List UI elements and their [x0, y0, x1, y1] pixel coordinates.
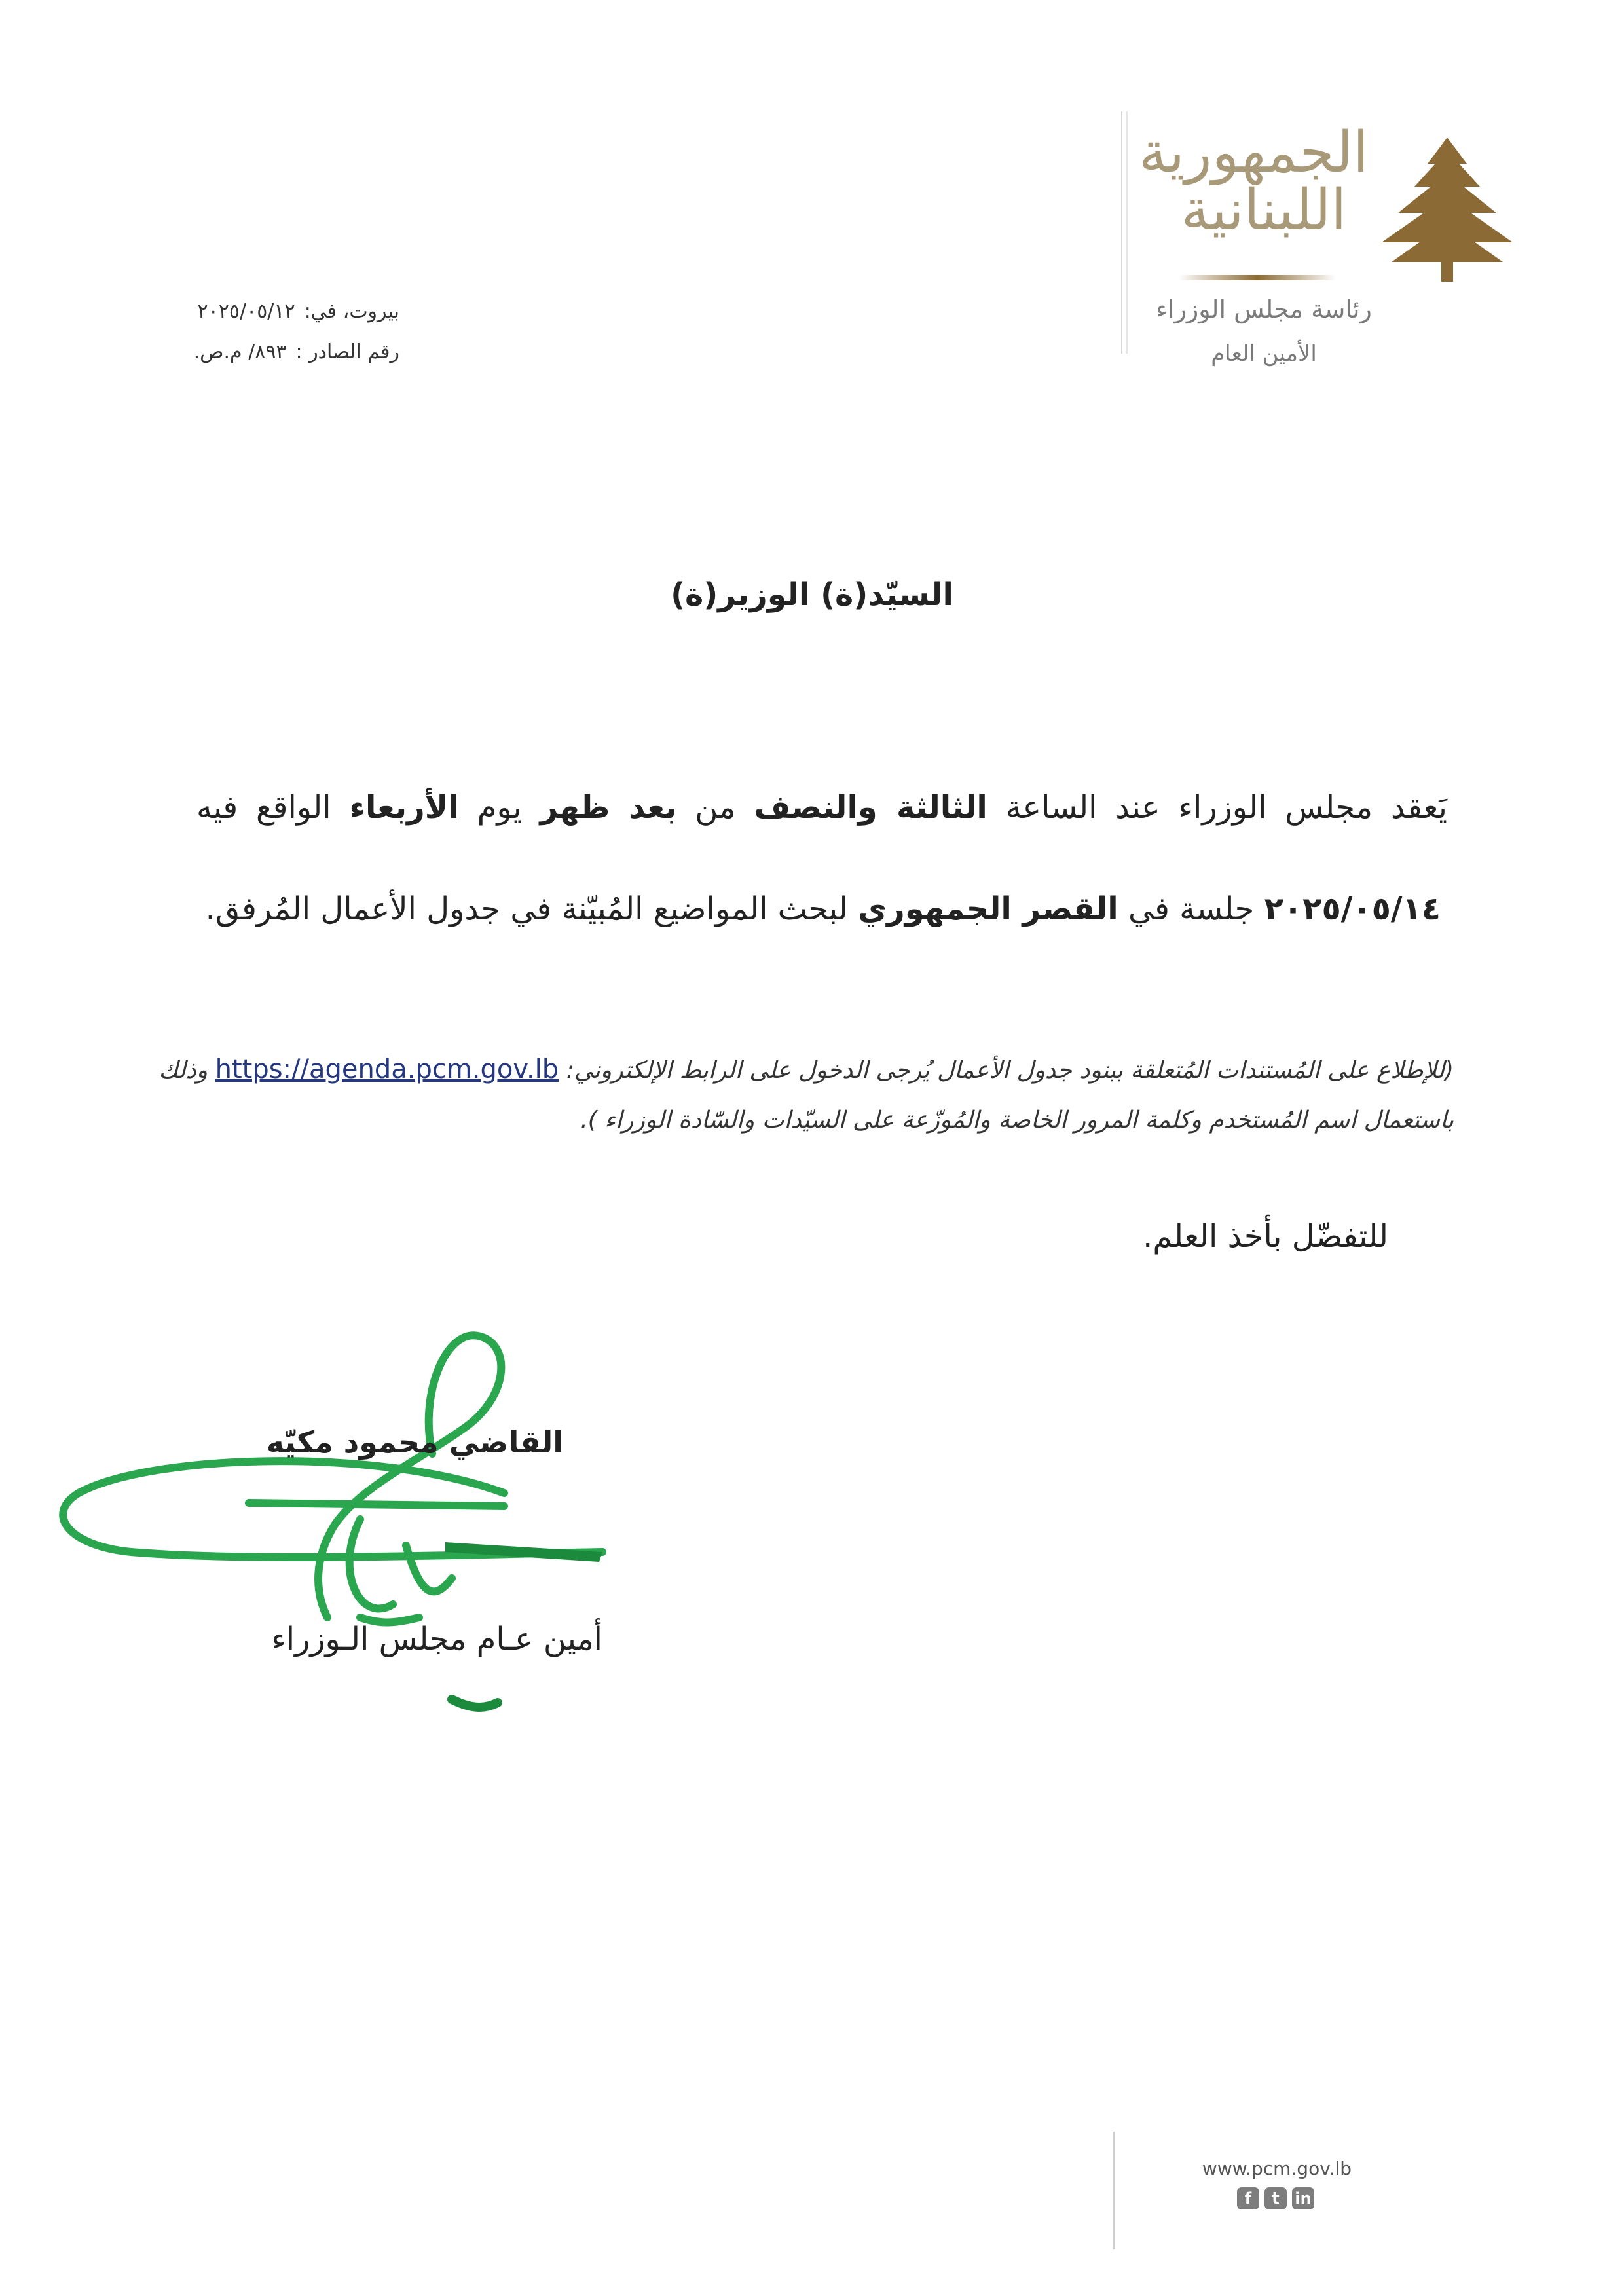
signatory-title: أمين عـام مجلس الـوزراء: [271, 1621, 602, 1657]
twitter-icon[interactable]: t: [1264, 2187, 1287, 2209]
emblem-line-2: اللبنانية: [1181, 177, 1347, 243]
body-text: يَعقد مجلس الوزراء عند الساعة: [1005, 789, 1447, 826]
signatory-name: القاضي محمود مكيّه: [266, 1424, 563, 1460]
body-bold-day: الأربعاء: [349, 789, 459, 826]
meeting-date: ٢٠٢٥/٠٥/١٤: [1264, 891, 1441, 927]
body-text: من: [695, 789, 736, 826]
date-line: [151, 300, 399, 323]
body-bold-afternoon: بعد ظهر: [540, 789, 677, 826]
reference-value: ٨٩٣/ م.ص.: [193, 341, 287, 363]
salutation: السيّد(ة) الوزير(ة): [671, 576, 953, 613]
note-text: وذلك: [158, 1057, 208, 1084]
republic-emblem-text: [1139, 120, 1369, 243]
office-subtitle: الأمين العام: [1211, 341, 1317, 367]
agenda-link[interactable]: https://agenda.pcm.gov.lb: [215, 1054, 559, 1084]
body-text: يوم: [477, 789, 522, 826]
reference-label: رقم الصادر :: [295, 341, 399, 363]
note-text: باستعمال اسم المُستخدم وكلمة المرور الخاصة والمُوزّعة على السيّدات والسّادة الوزراء ).: [580, 1107, 1454, 1134]
date-value: ٢٠٢٥/٠٥/١٢: [197, 300, 295, 323]
letterhead-divider: [1121, 111, 1128, 354]
note-line-2: [196, 1107, 1454, 1134]
body-bold-location: القصر الجمهوري: [858, 891, 1118, 927]
emblem-line-1: الجمهورية: [1139, 120, 1369, 185]
footer-website[interactable]: www.pcm.gov.lb: [1202, 2158, 1352, 2179]
emblem-underline: [1179, 275, 1336, 280]
footer-divider: [1113, 2132, 1115, 2249]
body-text: جلسة في: [1128, 891, 1255, 927]
social-links: [1197, 2187, 1354, 2209]
body-line-1: [196, 789, 1447, 827]
handwritten-signature: [52, 1316, 629, 1722]
body-text: الواقع فيه: [196, 789, 331, 826]
body-bold-time: الثالثة والنصف: [754, 789, 987, 826]
note-text: (للإطلاع على المُستندات المُتعلقة ببنود جدول الأعمال يُرجى الدخول على الرابط الإلكتروني:: [566, 1057, 1454, 1084]
date-label: بيروت، في:: [304, 300, 399, 323]
closing-line: للتفضّل بأخذ العلم.: [1143, 1218, 1388, 1255]
facebook-icon[interactable]: f: [1237, 2187, 1259, 2209]
body-line-2: [196, 891, 1441, 929]
cedar-tree-logo: [1375, 134, 1519, 285]
linkedin-icon[interactable]: in: [1292, 2187, 1314, 2209]
body-text: لبحث المواضيع المُبيّنة في جدول الأعمال المُرفق.: [205, 891, 848, 927]
reference-line: [151, 341, 399, 363]
office-name: رئاسة مجلس الوزراء: [1156, 295, 1372, 323]
note-line-1: [158, 1054, 1454, 1084]
